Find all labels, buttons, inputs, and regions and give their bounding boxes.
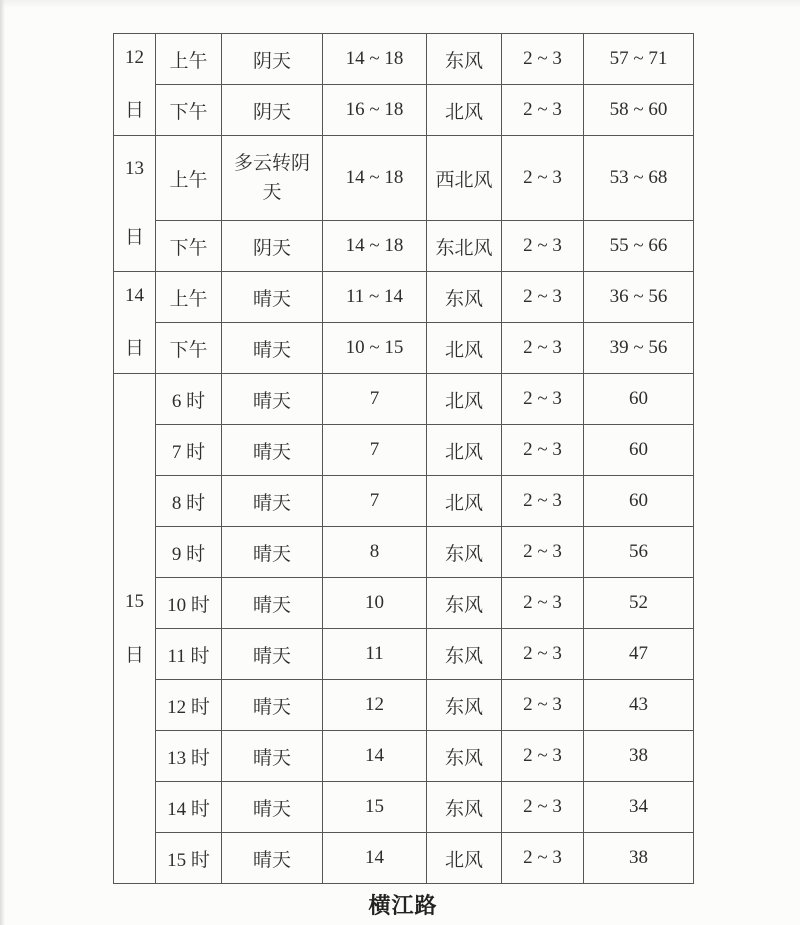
time-cell: 9 时 bbox=[156, 527, 222, 578]
table-body bbox=[114, 34, 694, 884]
wind-direction-cell: 东风 bbox=[427, 34, 502, 85]
humidity-cell: 38 bbox=[584, 833, 694, 884]
table-row bbox=[114, 85, 694, 136]
temperature-cell: 11 bbox=[323, 629, 427, 680]
humidity-cell: 52 bbox=[584, 578, 694, 629]
wind-direction-cell: 东北风 bbox=[427, 221, 502, 272]
wind-direction-cell: 北风 bbox=[427, 425, 502, 476]
wind-direction-cell: 北风 bbox=[427, 374, 502, 425]
humidity-cell: 53 ~ 68 bbox=[584, 136, 694, 221]
wind-level-cell: 2 ~ 3 bbox=[502, 136, 584, 221]
temperature-cell: 14 ~ 18 bbox=[323, 34, 427, 85]
wind-direction-cell: 北风 bbox=[427, 85, 502, 136]
wind-direction-cell: 东风 bbox=[427, 680, 502, 731]
humidity-cell: 58 ~ 60 bbox=[584, 85, 694, 136]
photo-top-edge bbox=[0, 0, 800, 8]
humidity-cell: 60 bbox=[584, 425, 694, 476]
wind-level-cell: 2 ~ 3 bbox=[502, 476, 584, 527]
time-cell: 8 时 bbox=[156, 476, 222, 527]
table-row bbox=[114, 221, 694, 272]
table-row bbox=[114, 782, 694, 833]
table-row bbox=[114, 731, 694, 782]
wind-direction-cell: 东风 bbox=[427, 782, 502, 833]
temperature-cell: 16 ~ 18 bbox=[323, 85, 427, 136]
table-row bbox=[114, 527, 694, 578]
humidity-cell: 34 bbox=[584, 782, 694, 833]
time-cell: 12 时 bbox=[156, 680, 222, 731]
date-number: 14 bbox=[125, 285, 144, 307]
weather-cell: 阴天 bbox=[222, 221, 323, 272]
time-cell: 10 时 bbox=[156, 578, 222, 629]
weather-cell: 晴天 bbox=[222, 527, 323, 578]
humidity-cell: 39 ~ 56 bbox=[584, 323, 694, 374]
table-row bbox=[114, 476, 694, 527]
time-cell: 上午 bbox=[156, 136, 222, 221]
temperature-cell: 14 ~ 18 bbox=[323, 136, 427, 221]
table-row bbox=[114, 272, 694, 323]
wind-level-cell: 2 ~ 3 bbox=[502, 527, 584, 578]
table-row bbox=[114, 136, 694, 221]
photo-left-edge bbox=[0, 0, 5, 925]
wind-level-cell: 2 ~ 3 bbox=[502, 425, 584, 476]
wind-direction-cell: 东风 bbox=[427, 527, 502, 578]
temperature-cell: 14 ~ 18 bbox=[323, 221, 427, 272]
time-cell: 上午 bbox=[156, 272, 222, 323]
wind-direction-cell: 北风 bbox=[427, 476, 502, 527]
weather-cell: 晴天 bbox=[222, 476, 323, 527]
table-row bbox=[114, 833, 694, 884]
weather-cell: 晴天 bbox=[222, 272, 323, 323]
humidity-cell: 55 ~ 66 bbox=[584, 221, 694, 272]
wind-direction-cell: 北风 bbox=[427, 323, 502, 374]
time-cell: 15 时 bbox=[156, 833, 222, 884]
temperature-cell: 8 bbox=[323, 527, 427, 578]
time-cell: 6 时 bbox=[156, 374, 222, 425]
wind-level-cell: 2 ~ 3 bbox=[502, 833, 584, 884]
time-cell: 13 时 bbox=[156, 731, 222, 782]
weather-cell: 晴天 bbox=[222, 578, 323, 629]
humidity-cell: 60 bbox=[584, 476, 694, 527]
date-wrap bbox=[114, 273, 155, 373]
temperature-cell: 14 bbox=[323, 833, 427, 884]
date-wrap bbox=[114, 376, 155, 881]
temperature-cell: 11 ~ 14 bbox=[323, 272, 427, 323]
humidity-cell: 60 bbox=[584, 374, 694, 425]
table-row bbox=[114, 323, 694, 374]
table-row bbox=[114, 34, 694, 85]
humidity-cell: 56 bbox=[584, 527, 694, 578]
temperature-cell: 15 bbox=[323, 782, 427, 833]
temperature-cell: 7 bbox=[323, 374, 427, 425]
date-day-char: 日 bbox=[124, 337, 144, 359]
temperature-cell: 14 bbox=[323, 731, 427, 782]
date-number: 12 bbox=[125, 47, 144, 69]
time-cell: 14 时 bbox=[156, 782, 222, 833]
weather-cell: 阴天 bbox=[222, 34, 323, 85]
temperature-cell: 12 bbox=[323, 680, 427, 731]
time-cell: 上午 bbox=[156, 34, 222, 85]
time-cell: 7 时 bbox=[156, 425, 222, 476]
table-row bbox=[114, 374, 694, 425]
time-cell: 11 时 bbox=[156, 629, 222, 680]
wind-level-cell: 2 ~ 3 bbox=[502, 221, 584, 272]
wind-direction-cell: 东风 bbox=[427, 629, 502, 680]
wind-level-cell: 2 ~ 3 bbox=[502, 323, 584, 374]
temperature-cell: 10 ~ 15 bbox=[323, 323, 427, 374]
wind-direction-cell: 北风 bbox=[427, 833, 502, 884]
time-cell: 下午 bbox=[156, 221, 222, 272]
weather-text: 多云转阴天 bbox=[233, 152, 310, 203]
wind-direction-cell: 东风 bbox=[427, 731, 502, 782]
wind-level-cell: 2 ~ 3 bbox=[502, 782, 584, 833]
footer-title: 横江路 bbox=[368, 893, 438, 918]
wind-level-cell: 2 ~ 3 bbox=[502, 85, 584, 136]
wind-level-cell: 2 ~ 3 bbox=[502, 34, 584, 85]
humidity-cell: 57 ~ 71 bbox=[584, 34, 694, 85]
date-day-char: 日 bbox=[124, 644, 144, 666]
date-cell bbox=[114, 136, 156, 272]
weather-cell: 晴天 bbox=[222, 374, 323, 425]
wind-level-cell: 2 ~ 3 bbox=[502, 374, 584, 425]
date-day-char: 日 bbox=[124, 227, 144, 249]
temperature-cell: 10 bbox=[323, 578, 427, 629]
date-cell bbox=[114, 272, 156, 374]
weather-cell: 晴天 bbox=[222, 425, 323, 476]
table-row bbox=[114, 680, 694, 731]
weather-forecast-table bbox=[113, 33, 694, 884]
humidity-cell: 47 bbox=[584, 629, 694, 680]
time-cell: 下午 bbox=[156, 323, 222, 374]
humidity-cell: 38 bbox=[584, 731, 694, 782]
wind-direction-cell: 东风 bbox=[427, 272, 502, 323]
humidity-cell: 43 bbox=[584, 680, 694, 731]
humidity-cell: 36 ~ 56 bbox=[584, 272, 694, 323]
date-number: 15 bbox=[125, 590, 144, 612]
weather-cell: 阴天 bbox=[222, 85, 323, 136]
wind-level-cell: 2 ~ 3 bbox=[502, 578, 584, 629]
weather-cell: 晴天 bbox=[222, 731, 323, 782]
weather-cell bbox=[222, 136, 323, 221]
wind-direction-cell: 西北风 bbox=[427, 136, 502, 221]
table-row bbox=[114, 629, 694, 680]
date-wrap bbox=[114, 35, 155, 135]
temperature-cell: 7 bbox=[323, 425, 427, 476]
table-row bbox=[114, 578, 694, 629]
temperature-cell: 7 bbox=[323, 476, 427, 527]
wind-level-cell: 2 ~ 3 bbox=[502, 629, 584, 680]
weather-cell: 晴天 bbox=[222, 680, 323, 731]
date-cell bbox=[114, 34, 156, 136]
weather-cell: 晴天 bbox=[222, 782, 323, 833]
weather-cell: 晴天 bbox=[222, 323, 323, 374]
wind-level-cell: 2 ~ 3 bbox=[502, 272, 584, 323]
weather-cell: 晴天 bbox=[222, 833, 323, 884]
date-wrap bbox=[114, 137, 155, 271]
weather-cell: 晴天 bbox=[222, 629, 323, 680]
table-row bbox=[114, 425, 694, 476]
date-cell bbox=[114, 374, 156, 884]
date-number: 13 bbox=[125, 157, 144, 179]
date-day-char: 日 bbox=[124, 99, 144, 121]
wind-level-cell: 2 ~ 3 bbox=[502, 731, 584, 782]
wind-direction-cell: 东风 bbox=[427, 578, 502, 629]
time-cell: 下午 bbox=[156, 85, 222, 136]
wind-level-cell: 2 ~ 3 bbox=[502, 680, 584, 731]
